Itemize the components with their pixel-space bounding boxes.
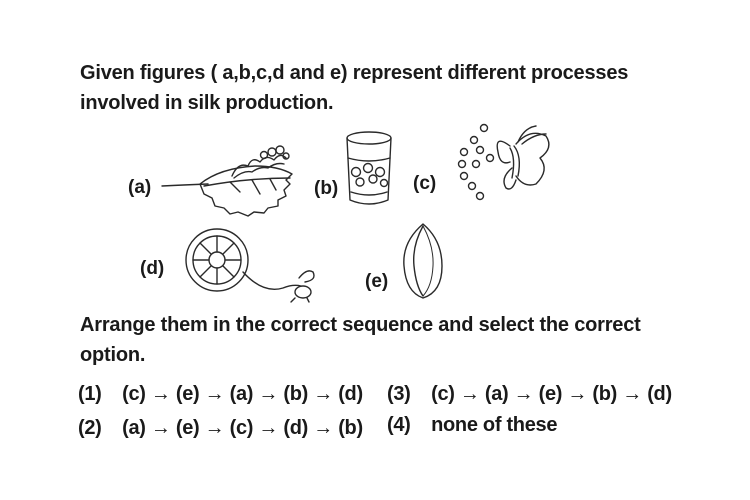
figure-label-a: (a) (128, 177, 152, 198)
option-3-label: (3) (387, 383, 411, 405)
instruction-line-2: option. (80, 344, 146, 366)
question-line-1: Given figures ( a,b,c,d and e) represent different processes (80, 62, 629, 84)
reeling-wheel-icon (183, 222, 323, 304)
leaf-with-caterpillar-icon (160, 140, 300, 220)
option-3[interactable] (387, 383, 672, 406)
question-line-2: involved in silk production. (80, 92, 334, 114)
option-2-label: (2) (78, 417, 102, 439)
figure-label-d: (d) (140, 258, 165, 279)
option-2[interactable] (78, 417, 363, 440)
option-1-text: (c) → (e) → (a) → (b) → (d) (122, 383, 363, 405)
option-4[interactable] (387, 414, 557, 437)
figure-label-c: (c) (413, 173, 437, 194)
option-1-label: (1) (78, 383, 102, 405)
cocoon-icon (398, 220, 448, 302)
moth-with-eggs-icon (450, 118, 560, 208)
instruction-line-1: Arrange them in the correct sequence and select the correct (80, 314, 641, 336)
option-3-text: (c) → (a) → (e) → (b) → (d) (431, 383, 672, 405)
option-1[interactable] (78, 383, 363, 406)
glass-with-cocoons-icon (340, 128, 400, 210)
figure-label-b: (b) (314, 178, 339, 199)
option-2-text: (a) → (e) → (c) → (d) → (b) (122, 417, 363, 439)
figure-label-e: (e) (365, 271, 389, 292)
option-4-label: (4) (387, 414, 411, 436)
option-4-text: none of these (431, 414, 558, 436)
